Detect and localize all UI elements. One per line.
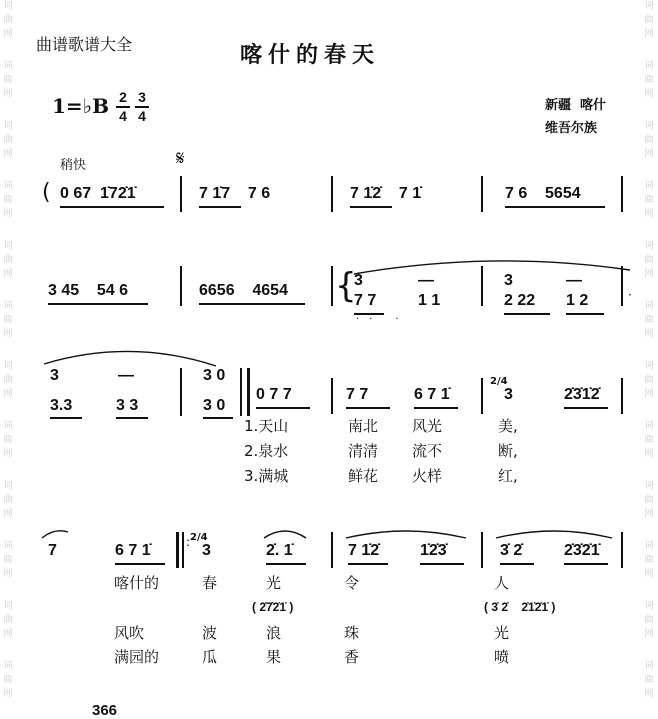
brace-bracket: { (335, 266, 357, 306)
rhythm-underline (266, 563, 306, 565)
watermark-char: 曲 (3, 315, 13, 325)
rhythm-underline (500, 563, 534, 565)
site-label: 曲谱歌谱大全 (36, 35, 133, 54)
row2-measure-1: 3 45 54 6 (48, 282, 129, 299)
barline (481, 176, 483, 212)
row3-melody-2: 7 7 (346, 386, 369, 403)
lyric: 红, (498, 467, 518, 485)
lyric: 美, (498, 417, 518, 435)
page-title: 喀什的春天 (240, 43, 381, 68)
barline (180, 368, 182, 416)
row3-melody-3: 6 7 1̇ (414, 386, 450, 403)
lower-voice-note: 7 7 (354, 292, 377, 309)
rhythm-underline (346, 407, 390, 409)
barline (331, 532, 333, 568)
watermark-char: 网 (644, 389, 654, 399)
lower-voice-note: 1 1 (418, 292, 441, 309)
watermark-char: 曲 (644, 495, 654, 505)
upper-voice-dash: — (418, 272, 434, 289)
lyric: 香 (344, 648, 360, 666)
upper-voice-note: 3 (50, 367, 59, 384)
row1-measure-1: 0 67 1̇72̇1̇ (60, 185, 136, 202)
watermark-char: 曲 (3, 195, 13, 205)
watermark-char: 曲 (644, 555, 654, 565)
upper-voice-note: 3 (354, 272, 363, 289)
lyric-verse-1 (244, 415, 544, 435)
watermark-char: 网 (644, 689, 654, 699)
lyric: 风吹 (114, 624, 145, 642)
watermark-char: 词 (3, 361, 13, 371)
watermark-char: 词 (644, 421, 654, 431)
rhythm-underline (199, 303, 305, 305)
watermark-char: 网 (644, 629, 654, 639)
row4-melody-8: 2̇3̇2̇1̇ (564, 542, 600, 559)
lyric: 人 (494, 574, 510, 592)
watermark-char: 词 (644, 361, 654, 371)
watermark-char: 词 (644, 1, 654, 11)
lyric: 令 (344, 574, 360, 592)
watermark-char: 词 (644, 661, 654, 671)
upper-voice-dash: — (566, 272, 582, 289)
row3-melody-1: 0 7 7 (256, 386, 292, 403)
watermark-char: 网 (644, 569, 654, 579)
watermark-char: 曲 (3, 555, 13, 565)
tie-arc (344, 528, 468, 540)
watermark-char: 词 (3, 421, 13, 431)
lower-voice-note: 3 3 (116, 397, 139, 414)
watermark-char: 词 (644, 541, 654, 551)
rhythm-underline (564, 407, 608, 409)
rhythm-underline (199, 206, 241, 208)
watermark-char: 网 (3, 629, 13, 639)
barline (182, 532, 184, 568)
watermark-char: 曲 (3, 615, 13, 625)
lower-voice-note: 1 2 (566, 292, 589, 309)
watermark-char: 网 (3, 29, 13, 39)
watermark-char: 曲 (3, 75, 13, 85)
barline (240, 368, 242, 416)
lyric: 浪 (266, 624, 282, 642)
lower-voice-note: 3.3 (50, 397, 73, 414)
time-signature-2 (135, 90, 149, 124)
row4-melody-4: 2̇. 1̇ (266, 542, 293, 559)
barline (180, 266, 182, 306)
page-number: 366 (92, 702, 118, 719)
watermark-char: 网 (644, 449, 654, 459)
row4-melody-6: 1̇2̇3̇ (420, 542, 447, 559)
repeat-dots: : (186, 535, 191, 549)
lyric-line-1 (114, 572, 534, 592)
lower-voice-note: 2 22 (504, 292, 536, 309)
lyric-line-2 (114, 622, 534, 642)
watermark-char: 曲 (644, 75, 654, 85)
barline (621, 532, 623, 568)
rhythm-underline (350, 206, 392, 208)
credit-line-1: 新疆 喀什 (545, 98, 607, 113)
rhythm-underline (564, 563, 608, 565)
watermark-char: 网 (644, 209, 654, 219)
lyric: 断, (498, 442, 518, 460)
watermark-char: 曲 (644, 435, 654, 445)
watermark-char: 曲 (3, 135, 13, 145)
watermark-char: 曲 (3, 15, 13, 25)
key-signature: 1=♭B (52, 94, 110, 118)
alt-figure-2: ( 3̇ 2̇ 2̇1̇2̇1̇ ) (484, 600, 556, 614)
watermark-char: 网 (3, 389, 13, 399)
rhythm-underline (60, 206, 164, 208)
watermark-char: 曲 (644, 255, 654, 265)
lyric: 南北 (348, 417, 379, 435)
watermark-char: 网 (3, 689, 13, 699)
watermark-char: 词 (644, 61, 654, 71)
rhythm-underline (348, 563, 388, 565)
row3-melody-5: 2̇3̇1̇2̇ (564, 386, 600, 403)
row1-measure-4: 7 6 5654 (505, 185, 581, 202)
watermark-char: 网 (3, 329, 13, 339)
row3-melody-4: 3 (504, 386, 513, 403)
lyric: 鲜花 (348, 467, 379, 485)
watermark-char: 曲 (3, 495, 13, 505)
lyric-verse-3 (244, 465, 544, 485)
watermark-char: 词 (3, 601, 13, 611)
watermark-char: 网 (3, 149, 13, 159)
tie-arc (40, 344, 220, 368)
watermark-char: 网 (3, 509, 13, 519)
watermark-char: 曲 (644, 375, 654, 385)
watermark-char: 词 (644, 181, 654, 191)
lyric: 满园的 (114, 648, 160, 666)
time-signature-1-top: 2 (119, 89, 127, 105)
time-signature-2-top: 3 (138, 89, 146, 105)
lyric: 波 (202, 624, 218, 642)
rhythm-underline (414, 407, 458, 409)
watermark-char: 网 (644, 29, 654, 39)
watermark-char: 曲 (644, 195, 654, 205)
watermark-char: 网 (3, 269, 13, 279)
watermark-char: 词 (644, 481, 654, 491)
watermark-char: 曲 (3, 375, 13, 385)
watermark-char: 曲 (644, 315, 654, 325)
lyric: 1.天山 (244, 417, 289, 435)
watermark-char: 词 (644, 601, 654, 611)
lyric: 风光 (412, 417, 443, 435)
tie-arc (352, 256, 632, 276)
lyric: 果 (266, 648, 282, 666)
lyric: 春 (202, 574, 218, 592)
lyric: 喷 (494, 648, 510, 666)
row4-melody-7: 3̇ 2̇ (500, 542, 523, 559)
watermark-char: 网 (644, 149, 654, 159)
lower-voice-note: 3 0 (203, 397, 226, 414)
lyric: 瓜 (202, 648, 218, 666)
barline (481, 532, 483, 568)
row4-melody-1: 7 (48, 542, 57, 559)
tempo-marking: 稍快 (60, 158, 87, 173)
watermark-char: 曲 (644, 615, 654, 625)
watermark-left (1, 0, 15, 713)
rhythm-underline (566, 313, 604, 315)
watermark-right (642, 0, 656, 713)
watermark-char: 词 (644, 241, 654, 251)
watermark-char: 词 (3, 301, 13, 311)
rhythm-underline (50, 417, 82, 419)
time-change: 2/4 (190, 532, 208, 543)
watermark-char: 网 (3, 209, 13, 219)
time-signature-2-bottom: 4 (138, 107, 146, 124)
rhythm-underline (256, 407, 310, 409)
watermark-char: 词 (3, 121, 13, 131)
barline (176, 532, 179, 568)
lyric: 火样 (412, 467, 443, 485)
barline (331, 176, 333, 212)
rhythm-underline (116, 417, 148, 419)
lyric: 珠 (344, 624, 360, 642)
row1-measure-3: 7 1̇2̇ 7 1̇ (350, 185, 422, 202)
watermark-char: 词 (644, 301, 654, 311)
watermark-char: 曲 (3, 255, 13, 265)
lyric: 3.满城 (244, 467, 289, 485)
row4-melody-5: 7 1̇2̇ (348, 542, 380, 559)
barline (331, 266, 333, 306)
barline (331, 378, 333, 414)
time-signature-1-bottom: 4 (119, 107, 127, 124)
lyric: 流不 (412, 442, 443, 460)
watermark-char: 词 (3, 1, 13, 11)
segno-sign: 𝄋 (176, 146, 185, 170)
watermark-char: 曲 (644, 15, 654, 25)
barline (621, 176, 623, 212)
watermark-char: 网 (3, 569, 13, 579)
row4-melody-2: 6 7 1̇ (115, 542, 151, 559)
lyric-line-3 (114, 646, 534, 666)
rhythm-underline (505, 206, 605, 208)
time-signature-1 (116, 90, 130, 124)
fermata-dot: · (628, 288, 632, 302)
barline (180, 176, 182, 212)
watermark-char: 网 (644, 329, 654, 339)
watermark-char: 词 (644, 121, 654, 131)
upper-voice-note: 3 (504, 272, 513, 289)
tie-arc (40, 528, 70, 542)
watermark-char: 曲 (644, 675, 654, 685)
watermark-char: 网 (644, 509, 654, 519)
tie-arc (494, 528, 614, 540)
lyric: 光 (494, 624, 510, 642)
watermark-char: 词 (3, 541, 13, 551)
lyric: 光 (266, 574, 282, 592)
watermark-char: 网 (3, 89, 13, 99)
barline (621, 378, 623, 414)
barline (481, 378, 483, 414)
watermark-char: 曲 (3, 675, 13, 685)
rhythm-underline (115, 563, 165, 565)
watermark-char: 词 (3, 481, 13, 491)
row4-melody-3: 3 (202, 542, 211, 559)
rhythm-underline (203, 417, 233, 419)
open-parenthesis: ( (42, 180, 51, 205)
watermark-char: 词 (3, 181, 13, 191)
watermark-char: 曲 (3, 435, 13, 445)
lyric: 喀什的 (114, 574, 160, 592)
watermark-char: 词 (3, 661, 13, 671)
watermark-char: 网 (644, 89, 654, 99)
watermark-char: 词 (3, 241, 13, 251)
upper-voice-dash: — (118, 367, 134, 384)
row2-measure-2: 6656 4654 (199, 282, 288, 299)
credit-line-2: 维吾尔族 (545, 121, 598, 136)
rhythm-underline (504, 313, 550, 315)
row1-measure-2: 7 1̇7 7 6 (199, 185, 271, 202)
rhythm-underline (48, 303, 148, 305)
watermark-char: 网 (3, 449, 13, 459)
watermark-char: 曲 (644, 135, 654, 145)
time-change: 2/4 (490, 376, 508, 387)
barline (247, 368, 250, 416)
tie-arc (262, 528, 308, 540)
rhythm-underline (420, 563, 464, 565)
watermark-char: 网 (644, 269, 654, 279)
lyric: 清清 (348, 442, 379, 460)
watermark-char: 词 (3, 61, 13, 71)
low-octave-dots: ·· · (356, 314, 409, 325)
upper-voice-note: 3 0 (203, 367, 226, 384)
lyric: 2.泉水 (244, 442, 289, 460)
lyric-verse-2 (244, 440, 544, 460)
alt-figure-1: ( 2̇7̇2̇1̇ ) (252, 600, 294, 614)
